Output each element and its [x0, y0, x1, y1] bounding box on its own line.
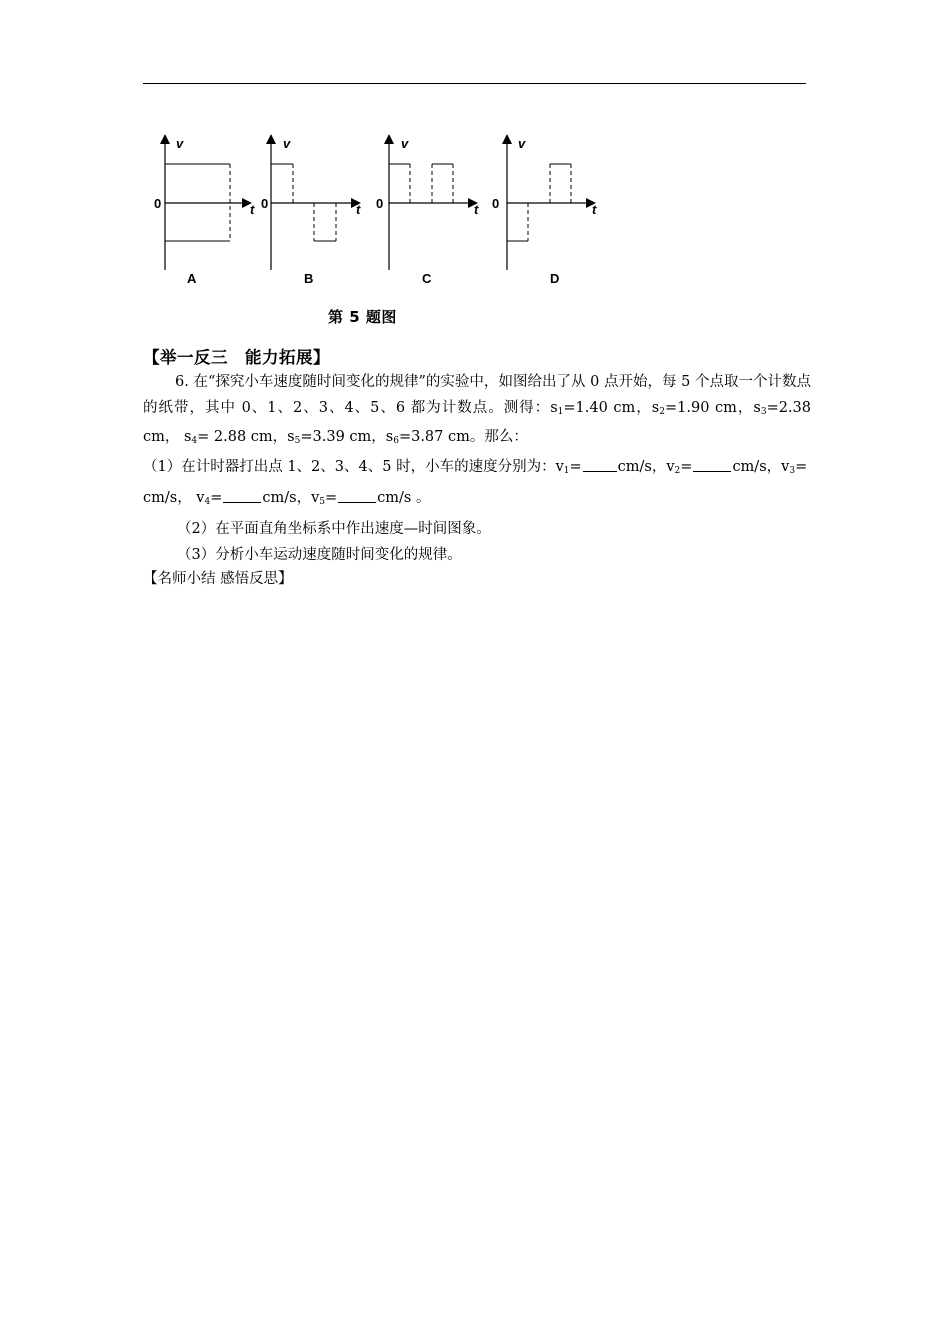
problem-section	[143, 346, 811, 591]
v3-unit: cm/s， v	[143, 490, 205, 506]
closing-heading: 【名师小结 感悟反思】	[143, 571, 293, 587]
v5-unit: cm/s 。	[377, 490, 431, 506]
question-3: （3）分析小车运动速度随时间变化的规律。	[177, 546, 462, 563]
question-2: （2）在平面直角坐标系中作出速度—时间图象。	[177, 521, 491, 537]
graph-d-t-label: t	[592, 202, 597, 217]
graph-a-origin: 0	[154, 196, 162, 211]
header-rule	[143, 83, 806, 84]
question-1-line-1	[143, 455, 811, 485]
graph-d-origin: 0	[492, 196, 500, 211]
graph-c-v-label: v	[401, 136, 409, 151]
s5-value: =3.39 cm，s	[300, 429, 394, 445]
q1-lead: （1）在计时器打出点 1、2、3、4、5 时，小车的速度分别为：v	[143, 458, 564, 475]
vt-graphs-svg	[140, 128, 620, 288]
s5-sub: 5	[294, 436, 301, 446]
v4-eq: =	[210, 490, 223, 506]
s2-sub: 2	[659, 406, 665, 417]
v1-unit: cm/s，v	[617, 458, 675, 475]
s3-value: =2.38 cm， s	[143, 399, 812, 445]
s1-value: =1.40 cm，s	[563, 399, 660, 416]
v2-sub: 2	[674, 465, 681, 476]
s4-value: = 2.88 cm，s	[197, 429, 295, 445]
v1-eq: =	[569, 458, 582, 475]
graph-b-v-label: v	[283, 136, 291, 151]
s6-sub: 6	[393, 436, 399, 446]
graph-d-letter: D	[550, 271, 560, 286]
graph-b	[261, 136, 361, 286]
figure-caption: 第 5 题图	[328, 308, 397, 326]
graph-b-origin: 0	[261, 196, 269, 211]
v2-unit: cm/s，v	[732, 458, 790, 475]
graph-c-t-label: t	[474, 202, 479, 217]
v4-sub: 4	[204, 497, 211, 507]
graph-b-letter: B	[304, 271, 314, 286]
problem-paragraph	[143, 370, 811, 455]
v1-blank[interactable]	[583, 458, 617, 472]
question-1-line-2	[143, 484, 811, 517]
s1-sub: 1	[557, 406, 564, 417]
v3-eq: =	[795, 458, 808, 475]
v5-sub: 5	[319, 497, 326, 507]
s6-value: =3.87 cm。那么：	[398, 429, 528, 445]
v5-blank[interactable]	[338, 489, 376, 503]
s3-sub: 3	[760, 406, 767, 417]
section-heading: 【举一反三 能力拓展】	[143, 348, 330, 367]
v3-sub: 3	[789, 465, 796, 476]
graph-a-t-label: t	[250, 202, 255, 217]
vt-graph-figure	[140, 128, 620, 288]
problem-text: 6. 在“探究小车速度随时间变化的规律”的实验中，如图给出了从 0 点开始，每 5 个点取一个计数点的纸带，其中 0、1、2、3、4、5、6 都为计数点。测得：s	[143, 374, 811, 416]
graph-c	[376, 136, 479, 286]
graph-d	[492, 136, 597, 286]
graph-c-origin: 0	[376, 196, 384, 211]
v2-eq: =	[680, 458, 693, 475]
graph-a-letter: A	[187, 271, 197, 286]
v4-blank[interactable]	[223, 489, 261, 503]
graph-b-t-label: t	[356, 202, 361, 217]
s4-sub: 4	[191, 436, 198, 446]
graph-d-v-label: v	[518, 136, 526, 151]
graph-a	[154, 136, 255, 286]
v5-eq: =	[325, 490, 338, 506]
graph-a-v-label: v	[176, 136, 184, 151]
v4-unit: cm/s，v	[262, 490, 320, 506]
v2-blank[interactable]	[693, 458, 731, 472]
s2-value: =1.90 cm，s	[664, 399, 761, 416]
v1-sub: 1	[563, 465, 570, 476]
graph-c-letter: C	[422, 271, 432, 286]
